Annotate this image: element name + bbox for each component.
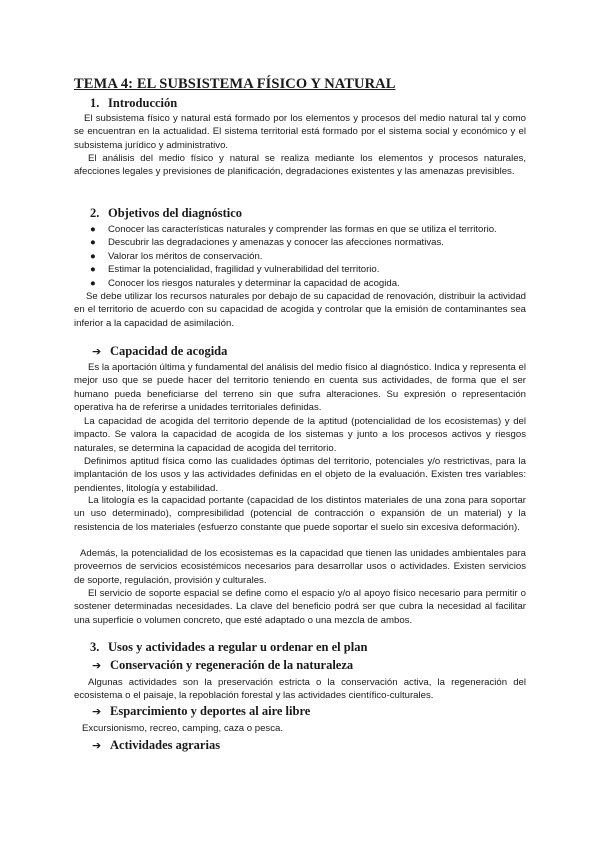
section-number: 1.	[90, 96, 100, 110]
capacidad-paragraph-1: Es la aportación última y fundamental del análisis del medio físico al diagnóstico. Indica y representa el mejor uso que se puede hacer del territorio teniendo en cuenta sus actividades, de forma que el ser humano pueda beneficiarse del terreno sin que sufra alteraciones. Su expresión o representación operativa ha de referirse a unidades territoriales definidas.	[74, 362, 526, 414]
arrow-right-icon: ➔	[92, 659, 102, 672]
esparcimiento-paragraph: Excursionismo, recreo, camping, caza o pesca.	[82, 723, 284, 734]
intro-paragraph-1: El subsistema físico y natural está formado por los elementos y procesos del medio natural tal y como se encuentran en la actualidad. El sistema territorial está formado por el sistema social y económico y el subsistema jurídico y administrativo.	[74, 113, 526, 151]
capacidad-paragraph-4: La litología es la capacidad portante (capacidad de los distintos materiales de una zona para soportar un uso determinado), compresibilidad (potencial de contracción o expansión de un material) y la resistencia de los materiales (esfuerzo constante que puede soportar el suelo sin excesiva deformación).	[74, 495, 526, 533]
subsection-heading-esparcimiento	[92, 704, 310, 719]
section-heading-introduccion	[90, 96, 177, 111]
subsection-title: Actividades agrarias	[110, 738, 221, 752]
subsection-title: Capacidad de acogida	[110, 344, 228, 358]
section-number: 3.	[90, 640, 100, 654]
capacidad-paragraph-5: Además, la potencialidad de los ecosistemas es la capacidad que tienen las unidades ambientales para proveernos de servicios ecosistémicos necesarios para desarrollar usos o actividades. Existen servicios de soporte, regulación, provisión y culturales.	[74, 548, 526, 586]
list-item: ● Conocer los riesgos naturales y determinar la capacidad de acogida.	[90, 277, 400, 289]
objectives-list	[90, 223, 530, 290]
section-title: Usos y actividades a regular u ordenar en el plan	[108, 640, 368, 654]
section-number: 2.	[90, 206, 100, 220]
intro-paragraph-2: El análisis del medio físico y natural se realiza mediante los elementos y procesos naturales, afecciones legales y previsiones de planificación, degradaciones existentes y las amenazas previsibles.	[74, 153, 526, 178]
arrow-right-icon: ➔	[92, 345, 102, 358]
bullet-icon: ●	[90, 250, 96, 262]
bullet-icon: ●	[90, 224, 96, 235]
arrow-right-icon: ➔	[92, 705, 102, 718]
subsection-heading-capacidad	[92, 344, 227, 359]
objectives-paragraph: Se debe utilizar los recursos naturales por debajo de su capacidad de renovación, distribuir la actividad en el territorio de acuerdo con su capacidad de acogida y controlar que la emisión de contaminantes sea inferior a la capacidad de asimilación.	[74, 291, 526, 329]
bullet-icon: ●	[90, 237, 96, 249]
section-heading-objetivos	[90, 206, 242, 221]
capacidad-paragraph-3: Definimos aptitud física como las cualidades óptimas del territorio, potenciales y/o restrictivas, para la implantación de los usos y las actividades definidas en el objeto de la evaluación. Existen tres variables: pendientes, litología y estabilidad.	[74, 456, 526, 494]
document-title: TEMA 4: EL SUBSISTEMA FÍSICO Y NATURAL	[74, 76, 396, 92]
conservacion-paragraph: Algunas actividades son la preservación estricta o la conservación activa, la regeneración del ecosistema o el paisaje, la repoblación forestal y las actividades científico-culturales.	[74, 677, 526, 702]
subsection-heading-conservacion	[92, 658, 353, 673]
list-item: ● Descubrir las degradaciones y amenazas y conocer las afecciones normativas.	[90, 237, 444, 249]
section-title: Introducción	[108, 96, 178, 110]
list-item: ● Valorar los méritos de conservación.	[90, 250, 263, 262]
section-title: Objetivos del diagnóstico	[108, 206, 243, 220]
list-item: ● Conocer las características naturales y comprender las formas en que se utiliza el territorio.	[90, 224, 497, 235]
section-heading-usos	[90, 640, 367, 655]
subsection-title: Esparcimiento y deportes al aire libre	[110, 704, 311, 718]
bullet-icon: ●	[90, 277, 96, 289]
list-item: ● Estimar la potencialidad, fragilidad y vulnerabilidad del territorio.	[90, 264, 380, 276]
bullet-icon: ●	[90, 264, 96, 276]
subsection-heading-agrarias	[92, 738, 220, 753]
capacidad-paragraph-6: El servicio de soporte espacial se define como el espacio y/o al apoyo físico necesario para permitir o sostener determinadas necesidades. La clave del beneficio podrá ser que cubra la necesidad al facilitar una superficie o volumen concreto, que esté adaptado o una mezcla de ambos.	[74, 588, 526, 626]
capacidad-paragraph-2: La capacidad de acogida del territorio depende de la aptitud (potencialidad de los ecosistemas) y del impacto. Se valora la capacidad de acogida de los sistemas y junto a los procesos activos y riesgos naturales, se determina la capacidad de acogida del territorio.	[74, 416, 526, 454]
subsection-title: Conservación y regeneración de la naturaleza	[110, 658, 354, 672]
arrow-right-icon: ➔	[92, 739, 102, 752]
